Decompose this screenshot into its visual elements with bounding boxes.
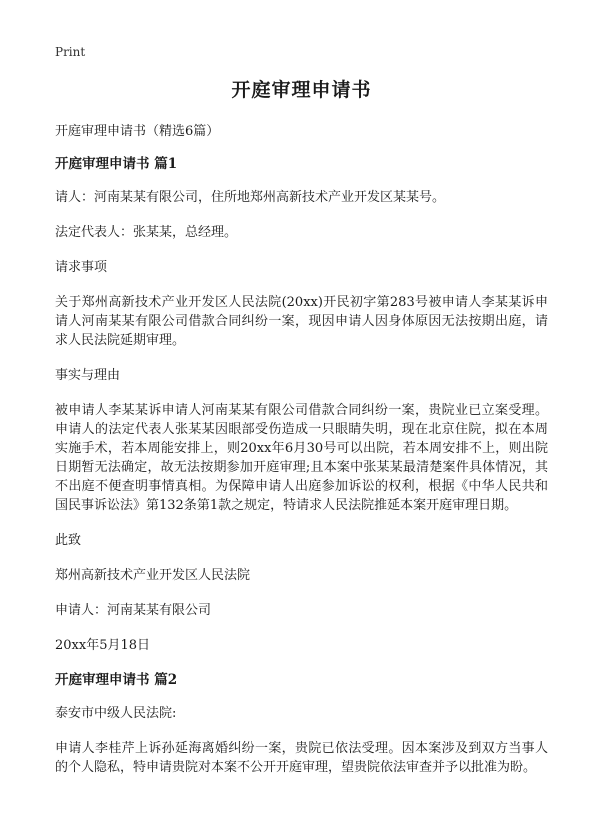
facts-label: 事实与理由 xyxy=(55,368,121,383)
section-heading-2: 开庭审理申请书 篇2 xyxy=(55,672,178,688)
page-title: 开庭审理申请书 xyxy=(231,79,372,101)
date-line: 20xx年5月18日 xyxy=(55,638,151,653)
facts-paragraph: 被申请人李某某诉申请人河南某某有限公司借款合同纠纷一案，贵院业已立案受理。申请人的法定代表人张某某因眼部受伤造成一只眼睛失明，现在北京住院，拟在本周实施手术，若本周能安排上，则20xx年6月30号可以出院，若本周安排不上，则出院日期暂无法确定，故无法按期参加开庭审理;且本案中张某某最清楚案件具体情况，其不出庭不便查明事情真相。为保障申请人出庭参加诉讼的权利，根据《中华人民共和国民事诉讼法》第132条第1款之规定，特请求人民法院推延本案开庭审理日期。 xyxy=(55,403,548,513)
section-heading-1: 开庭审理申请书 篇1 xyxy=(55,156,178,172)
court-line: 郑州高新技术产业开发区人民法院 xyxy=(55,568,251,583)
addressee-line: 泰安市中级人民法院: xyxy=(55,706,177,721)
closing-line: 此致 xyxy=(55,533,82,548)
print-label: Print xyxy=(55,45,86,59)
signature-line: 申请人：河南某某有限公司 xyxy=(55,603,212,618)
section-2-paragraph: 申请人李桂芹上诉孙延海离婚纠纷一案，贵院已依法受理。因本案涉及到双方当事人的个人隐私，特申请贵院对本案不公开开庭审理，望贵院依法审查并予以批准为盼。 xyxy=(55,741,548,775)
request-label: 请求事项 xyxy=(55,260,108,275)
request-paragraph: 关于郑州高新技术产业开发区人民法院(20xx)开民初字第283号被申请人李某某诉申请人河南某某有限公司借款合同纠纷一案，现因申请人因身体原因无法按期出庭，请求人民法院延期审理。 xyxy=(55,295,548,348)
representative-line: 法定代表人：张某某，总经理。 xyxy=(55,225,238,240)
intro-text: 开庭审理申请书（精选6篇） xyxy=(55,124,220,139)
applicant-line: 请人：河南某某有限公司，住所地郑州高新技术产业开发区某某号。 xyxy=(55,190,446,205)
